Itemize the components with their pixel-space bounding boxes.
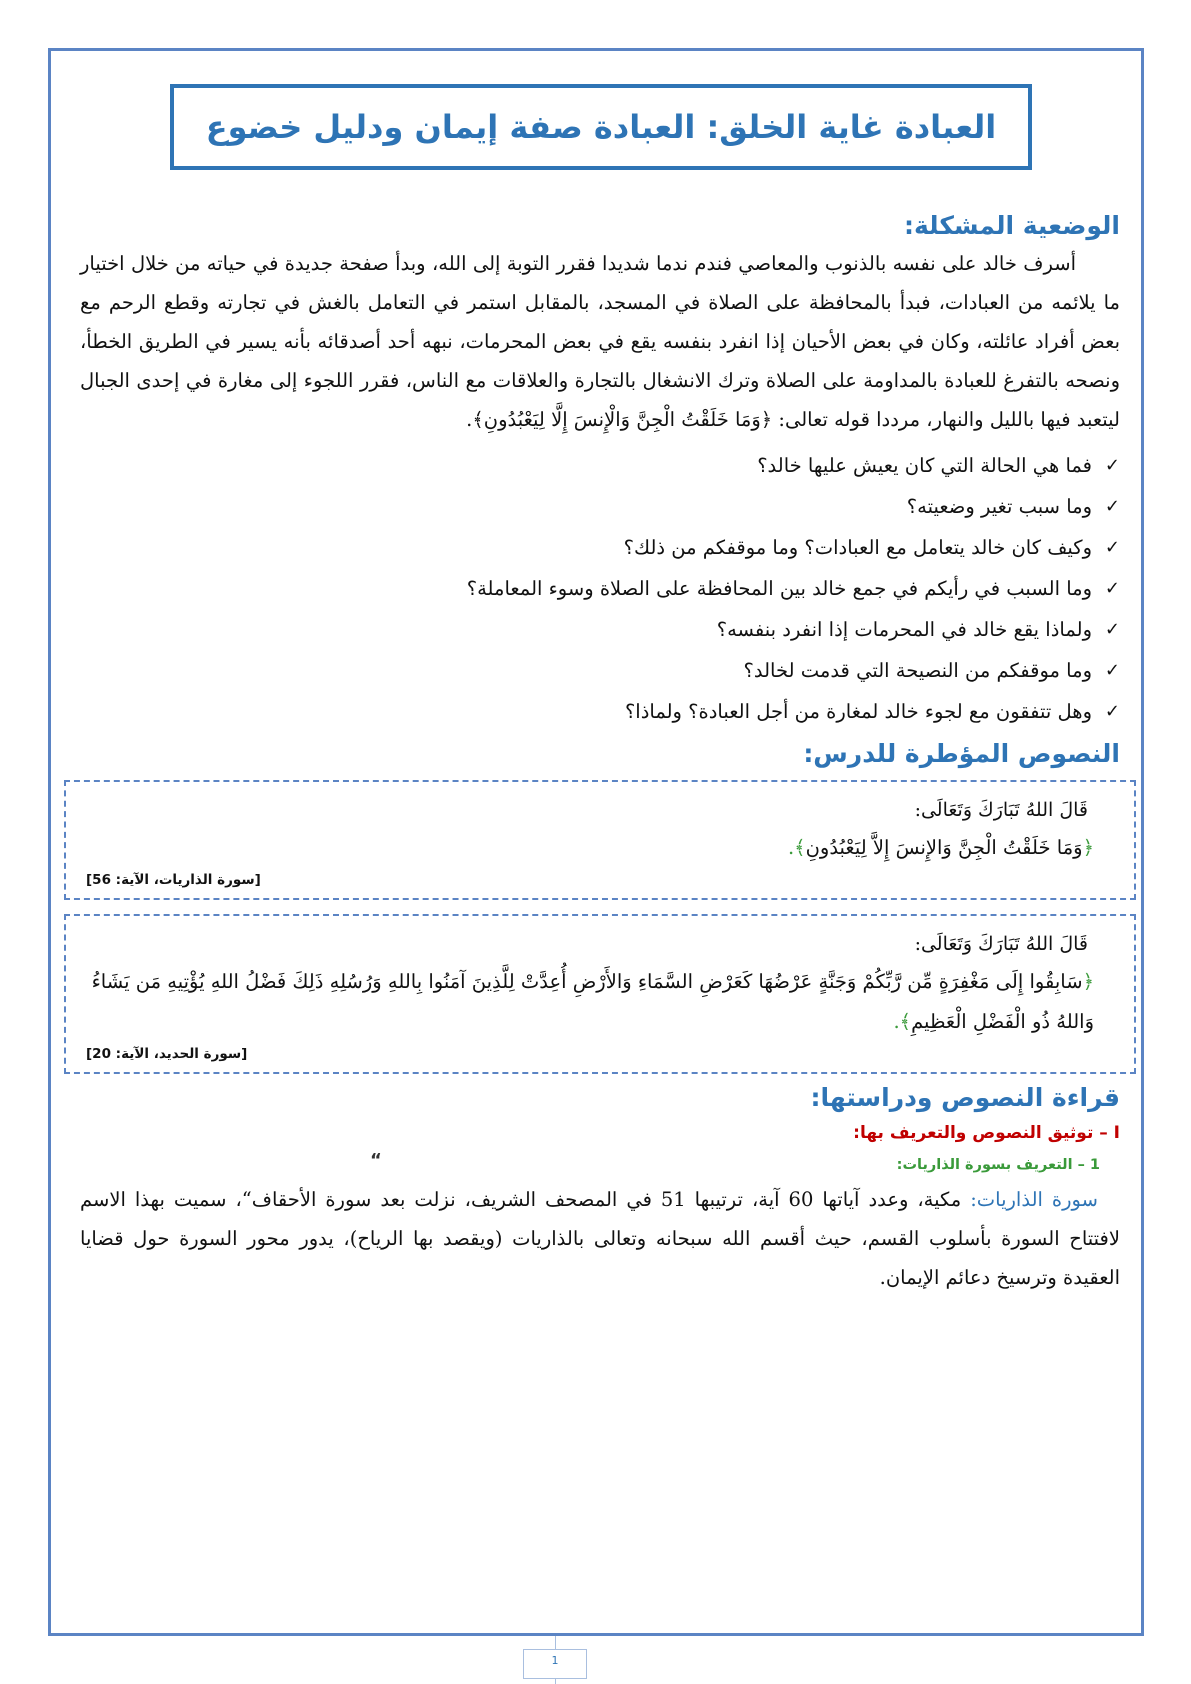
verse-open-bracket: ﴿: [1082, 836, 1094, 859]
list-item: ✓ وما موقفكم من النصيحة التي قدمت لخالد؟: [80, 650, 1120, 691]
quote-mark: “: [370, 1150, 382, 1171]
framing-texts-heading: النصوص المؤطرة للدرس:: [803, 739, 1120, 768]
surah-intro-paragraph: [80, 1180, 1120, 1297]
verse-box-1: [64, 780, 1136, 900]
list-item: ✓ فما هي الحالة التي كان يعيش عليها خالد؟: [80, 445, 1120, 486]
verse-open-bracket: ﴿: [1082, 970, 1094, 993]
list-item: ✓ وما سبب تغير وضعيته؟: [80, 486, 1120, 527]
check-icon: ✓: [1104, 496, 1120, 517]
verse-close-bracket: ﴾.: [893, 1010, 912, 1033]
check-icon: ✓: [1104, 578, 1120, 599]
check-icon: ✓: [1104, 619, 1120, 640]
list-item: ✓ وهل تتفقون مع لجوء خالد لمغارة من أجل العبادة؟ ولماذا؟: [80, 691, 1120, 732]
list-item: ✓ وكيف كان خالد يتعامل مع العبادات؟ وما موقفكم من ذلك؟: [80, 527, 1120, 568]
problem-heading: الوضعية المشكلة:: [903, 211, 1120, 240]
documentation-subheading: I – توثيق النصوص والتعريف بها:: [853, 1123, 1120, 1143]
problem-paragraph-text: أسرف خالد على نفسه بالذنوب والمعاصي فندم ندما شديدا فقرر التوبة إلى الله، وبدأ صفحة جديدة في حياته من خلال اختيار ما يلائمه من العبادات، فبدأ بالمحافظة على الصلاة في المسجد، بالمقابل استمر في التعامل بالغش في تجارته وقطع الرحم مع بعض أفراد عائلته، وكان في بعض الأحيان إذا انفرد بنفسه يقع في بعض المحرمات، نبهه أحد أصدقائه بأنه يسير في الطريق الخطأ، ونصحه بالتفرغ للعبادة بالمداومة على الصلاة وترك الانشغال بالتجارة والعلاقات مع الناس، فقرر اللجوء إلى مغارة في إحدى الجبال ليتعبد فيها بالليل والنهار، مرددا قوله تعالى: ﴿وَمَا خَلَقْتُ الْجِنَّ وَالْإِنسَ إِلَّا لِيَعْبُدُونِ﴾.: [80, 252, 1120, 431]
verse-text: ﴿سَابِقُوا إِلَى مَغْفِرَةٍ مِّن رَّبِّكُمْ وَجَنَّةٍ عَرْضُهَا كَعَرْضِ السَّمَاءِ وَالأَرْضِ أُعِدَّتْ لِلَّذِينَ آمَنُوا بِاللهِ وَرُسُلِهِ ذَلِكَ فَضْلُ اللهِ يُؤْتِيهِ مَن يَشَاءُ وَاللهُ ذُو الْفَضْلِ الْعَظِيمِ﴾.: [91, 970, 1094, 1033]
page-title: العبادة غاية الخلق: العبادة صفة إيمان ودليل خضوع: [205, 108, 997, 146]
surah-intro-subheading: 1 – التعريف بسورة الذاريات: “: [80, 1150, 1120, 1180]
verse-text: ﴿وَمَا خَلَقْتُ الْجِنَّ وَالإِنسَ إِلاَّ لِيَعْبُدُونِ﴾.: [787, 836, 1094, 859]
check-icon: ✓: [1104, 660, 1120, 681]
title-box: [170, 84, 1032, 170]
questions-list: [80, 445, 1120, 732]
check-icon: ✓: [1104, 701, 1120, 722]
list-item: ✓ ولماذا يقع خالد في المحرمات إذا انفرد بنفسه؟: [80, 609, 1120, 650]
surah-intro-text: مكية، وعدد آياتها 60 آية، ترتيبها 51 في المصحف الشريف، نزلت بعد سورة الأحقاف“، سميت بهذا الاسم لافتتاح السورة بأسلوب القسم، حيث أقسم الله سبحانه وتعالى بالذاريات (ويقصد بها الرياح)، يدور محور السورة حول قضايا العقيدة وترسيخ دعائم الإيمان.: [80, 1188, 1120, 1289]
verse-intro: قَالَ اللهُ تَبَارَكَ وَتَعَالَى:: [914, 933, 1088, 955]
verse-intro: قَالَ اللهُ تَبَارَكَ وَتَعَالَى:: [914, 799, 1088, 821]
check-icon: ✓: [1104, 455, 1120, 476]
verse-box-2: [64, 914, 1136, 1074]
verse-close-bracket: ﴾.: [787, 836, 806, 859]
verse-reference: [سورة الحديد، الآية: 20]: [86, 1046, 248, 1062]
check-icon: ✓: [1104, 537, 1120, 558]
problem-paragraph: [80, 244, 1120, 439]
reading-heading: قراءة النصوص ودراستها:: [810, 1083, 1120, 1112]
surah-intro-label: سورة الذاريات:: [970, 1188, 1098, 1211]
content-body: [80, 208, 1120, 1297]
page-number: 1: [523, 1649, 587, 1679]
verse-reference: [سورة الذاريات، الآية: 56]: [86, 872, 261, 888]
list-item: ✓ وما السبب في رأيكم في جمع خالد بين المحافظة على الصلاة وسوء المعاملة؟: [80, 568, 1120, 609]
